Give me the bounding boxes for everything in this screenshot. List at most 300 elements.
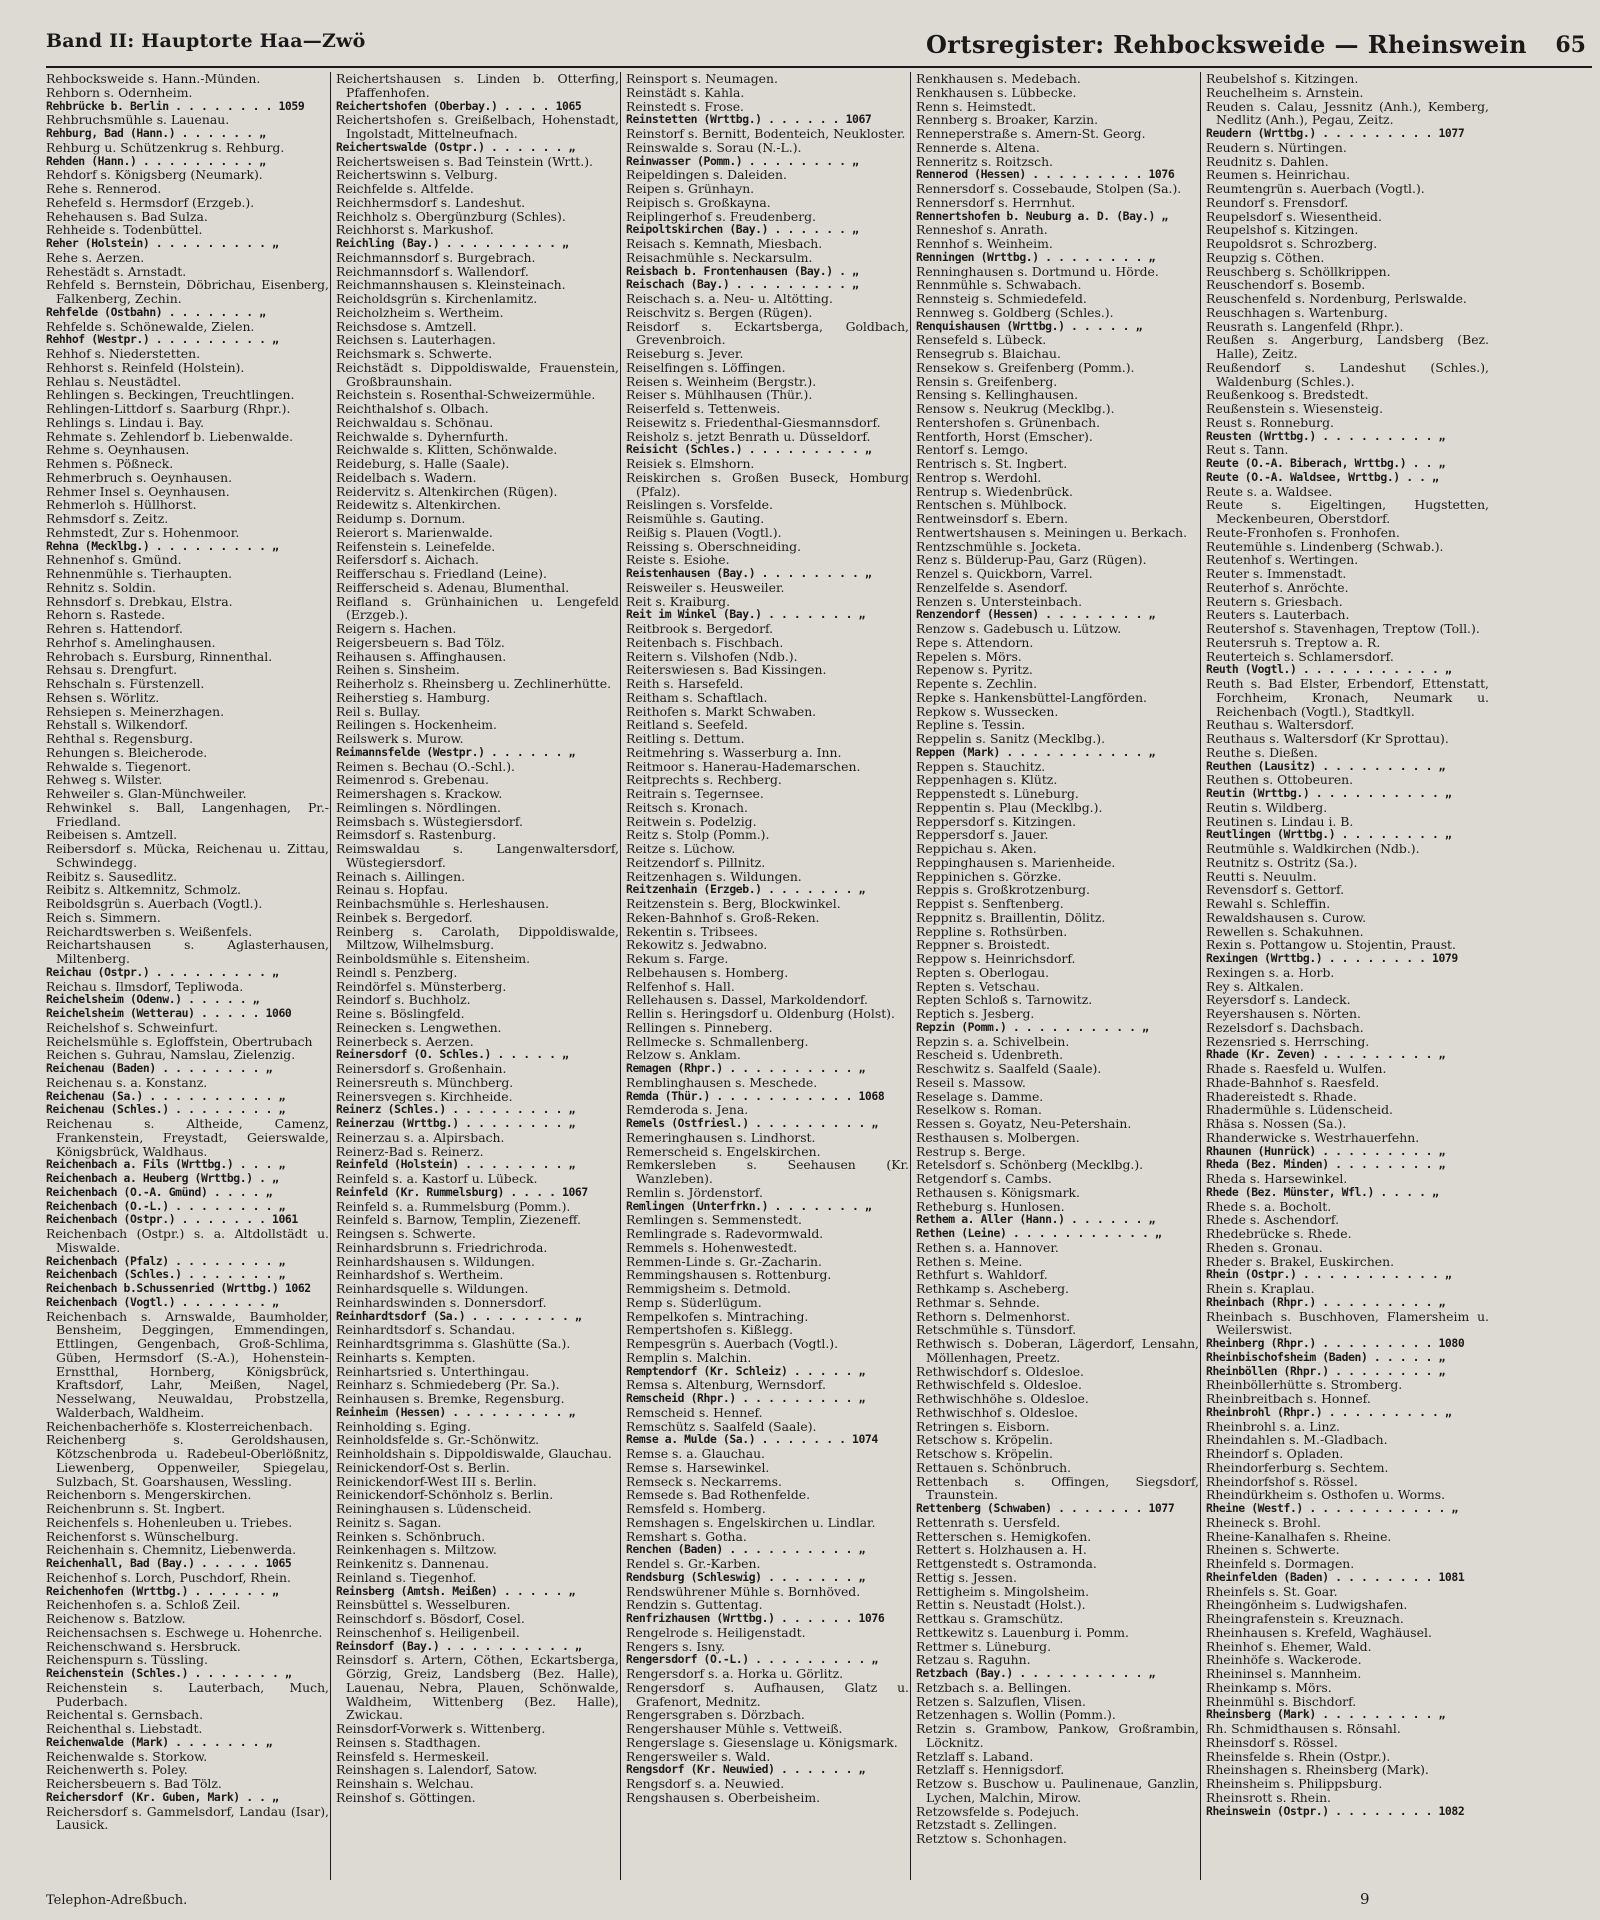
- place-entry: Reiskirchen s. Großen Buseck, Homburg (Pfalz).: [626, 469, 909, 499]
- place-entry: Renneperstraße s. Amern-St. Georg.: [916, 126, 1146, 141]
- place-entry: Rellehausen s. Dassel, Markoldendorf.: [626, 992, 868, 1008]
- place-entry: Rensefeld s. Lübeck.: [916, 332, 1047, 348]
- place-entry: Reingsen s. Schwerte.: [336, 1226, 476, 1241]
- place-entry: Rheinshagen s. Rheinsberg (Mark).: [1206, 1762, 1429, 1778]
- place-entry: Reichmannsdorf s. Wallendorf.: [336, 263, 529, 279]
- hauptort-entry: Remscheid (Rhpr.) . . . . . . . . . „: [626, 1391, 865, 1405]
- place-entry: Rengerslage s. Giesenslage u. Königsmark.: [626, 1734, 898, 1750]
- place-entry: Remse s. a. Glauchau.: [626, 1446, 765, 1461]
- place-entry: Reitern s. Vilshofen (Ndb.).: [626, 648, 798, 664]
- hauptort-entry: Reichelsheim (Wetterau) . . . . . 1060: [46, 1006, 292, 1020]
- place-entry: Reumtengrün s. Auerbach (Vogtl.).: [1206, 181, 1425, 196]
- place-entry: Reinschenhof s. Heiligenbeil.: [336, 1624, 520, 1640]
- place-entry: Rheinhof s. Ehemer, Wald.: [1206, 1638, 1372, 1654]
- place-entry: Rennmühle s. Schwabach.: [916, 277, 1082, 293]
- place-entry: Rheineck s. Brohl.: [1206, 1514, 1321, 1530]
- place-entry: Reuchelheim s. Arnstein.: [1206, 84, 1364, 100]
- place-entry: Reimen s. Bechau (O.-Schl.).: [336, 758, 515, 774]
- place-entry: Renkhausen s. Lübbecke.: [916, 84, 1077, 100]
- place-entry: Reinland s. Tiegenhof.: [336, 1569, 477, 1585]
- place-entry: Rehnenmühle s. Tierhaupten.: [46, 566, 233, 581]
- place-entry: Remlingrade s. Radevormwald.: [626, 1226, 824, 1241]
- place-entry: Reudern s. Nürtingen.: [1206, 139, 1347, 155]
- place-entry: Renn s. Heimstedt.: [916, 98, 1037, 114]
- place-entry: Reichenberg s. Geroldshausen, Kötzschenbroda u. Radebeul-Oberlößnitz, Liewenberg, Oppenweiler, Spiegelau, Sulzbach, St. Goarshausen, Wessling.: [46, 1432, 329, 1489]
- place-entry: Reichenhof s. Lorch, Puschdorf, Rhein.: [46, 1569, 291, 1585]
- place-entry: Reken-Bahnhof s. Groß-Reken.: [626, 909, 820, 925]
- place-entry: Reichertswinn s. Velburg.: [336, 167, 498, 183]
- place-entry: Reimsbach s. Wüstegiersdorf.: [336, 813, 523, 829]
- place-entry: Reichenau s. a. Konstanz.: [46, 1074, 208, 1090]
- place-entry: Rennersdorf s. Herrnhut.: [916, 194, 1076, 210]
- place-entry: Rheinböllerhütte s. Stromberg.: [1206, 1377, 1403, 1393]
- place-entry: Rheinkamp s. Mörs.: [1206, 1679, 1332, 1695]
- place-entry: Reuthe s. Dießen.: [1206, 744, 1318, 760]
- place-entry: Reichfelde s. Altfelde.: [336, 181, 474, 196]
- hauptort-entry: Rexingen (Wrttbg.) . . . . . . . . 1079: [1206, 951, 1458, 965]
- place-entry: Rettig s. Jessen.: [916, 1569, 1017, 1585]
- place-entry: Reichmannsdorf s. Burgebrach.: [336, 249, 536, 265]
- place-entry: Reitsch s. Kronach.: [626, 799, 748, 815]
- place-entry: Reppnitz s. Braillentin, Dölitz.: [916, 909, 1106, 925]
- place-entry: Reinfeld s. a. Rummelsburg (Pomm.).: [336, 1198, 571, 1214]
- place-entry: Repten s. Vetschau.: [916, 978, 1040, 994]
- hauptort-entry: Rennerod (Hessen) . . . . . . . . . 1076: [916, 167, 1175, 182]
- place-entry: Repkow s. Wussecken.: [916, 703, 1059, 719]
- place-entry: Reppichau s. Aken.: [916, 841, 1037, 856]
- place-entry: Rettkau s. Gramschütz.: [916, 1611, 1064, 1626]
- place-entry: Reutti s. Neuulm.: [1206, 868, 1317, 884]
- place-entry: Rentrup s. Wiedenbrück.: [916, 483, 1073, 499]
- place-entry: Reinhardshof s. Wertheim.: [336, 1267, 504, 1283]
- hauptort-entry: Reutin (Wrttbg.) . . . . . . . . . . „: [1206, 786, 1452, 800]
- hauptort-entry: Rheine (Westf.) . . . . . . . . . . . „: [1206, 1501, 1458, 1515]
- place-entry: Reumen s. Heinrichau.: [1206, 167, 1351, 183]
- place-entry: Rehnitz s. Soldin.: [46, 579, 156, 595]
- place-entry: Reuthen s. Ottobeuren.: [1206, 772, 1354, 788]
- place-entry: Reiterswiesen s. Bad Kissingen.: [626, 662, 827, 678]
- hauptort-entry: Reinersdorf (O. Schles.) . . . . . „: [336, 1047, 569, 1062]
- place-entry: Reinshain s. Welchau.: [336, 1776, 474, 1791]
- place-entry: Reußenkoog s. Bredstedt.: [1206, 387, 1369, 403]
- place-entry: Reuschberg s. Schöllkrippen.: [1206, 263, 1391, 279]
- place-entry: Reichwaldau s. Schönau.: [336, 414, 494, 430]
- place-entry: Reppersdorf s. Jauer.: [916, 827, 1049, 843]
- place-entry: Reußen s. Angerburg, Landsberg (Bez. Halle), Zeitz.: [1206, 332, 1489, 361]
- hauptort-entry: Reichenstein (Schles.) . . . . . . . „: [46, 1666, 292, 1680]
- place-entry: Rethwischdorf s. Oldesloe.: [916, 1363, 1084, 1379]
- place-entry: Reiserfeld s. Tettenweis.: [626, 401, 781, 416]
- hauptort-entry: Renchen (Baden) . . . . . . . . . . „: [626, 1542, 865, 1557]
- volume-title: Band II: Hauptorte Haa—Zwö: [46, 30, 366, 52]
- place-entry: Remlin s. Jördenstorf.: [626, 1184, 763, 1200]
- place-entry: Reiplingerhof s. Freudenberg.: [626, 208, 816, 224]
- hauptort-entry: Reichenbach (Vogtl.) . . . . . . . „: [46, 1294, 279, 1309]
- place-entry: Rehe s. Rennerod.: [46, 181, 162, 196]
- place-entry: Renzow s. Gadebusch u. Lützow.: [916, 621, 1122, 636]
- place-entry: Rensin s. Greifenberg.: [916, 373, 1058, 389]
- place-entry: Reselage s. Damme.: [916, 1088, 1044, 1104]
- place-entry: Rehlingen s. Beckingen, Treuchtlingen.: [46, 387, 295, 403]
- footer-signature: 9: [1360, 1890, 1370, 1908]
- place-entry: Rehfeld s. Bernstein, Döbrichau, Eisenberg, Falkenberg, Zechin.: [46, 277, 329, 306]
- hauptort-entry: Reichenbach (Schles.) . . . . . . . „: [46, 1267, 285, 1282]
- place-entry: Reinholdsfelde s. Gr.-Schönwitz.: [336, 1432, 540, 1448]
- index-column-1: [46, 72, 329, 1880]
- place-entry: Reinfeld s. Barnow, Templin, Ziezeneff.: [336, 1212, 581, 1228]
- place-entry: Rentschen s. Mühlbock.: [916, 497, 1067, 513]
- place-entry: Rheindorfshof s. Rössel.: [1206, 1473, 1358, 1489]
- place-entry: Reimsdorf s. Rastenburg.: [336, 827, 497, 843]
- place-entry: Rhäsa s. Nossen (Sa.).: [1206, 1116, 1347, 1131]
- place-entry: Rentrop s. Werdohl.: [916, 469, 1042, 485]
- hauptort-entry: Reher (Holstein) . . . . . . . . . „: [46, 236, 279, 250]
- place-entry: Reinhardshausen s. Wildungen.: [336, 1253, 535, 1269]
- place-entry: Repelen s. Mörs.: [916, 648, 1022, 664]
- hauptort-entry: Remagen (Rhpr.) . . . . . . . . . . „: [626, 1061, 865, 1075]
- hauptort-entry: Reuthen (Lausitz) . . . . . . . . . „: [1206, 758, 1445, 773]
- place-entry: Rengersgraben s. Dörzbach.: [626, 1707, 805, 1723]
- place-entry: Reidump s. Dornum.: [336, 511, 466, 526]
- place-entry: Reichenfels s. Hohenleuben u. Triebes.: [46, 1514, 293, 1530]
- place-entry: Reinhardswinden s. Donnersdorf.: [336, 1294, 547, 1310]
- place-entry: Rehorn s. Rastede.: [46, 607, 166, 623]
- place-entry: Reichenbrunn s. St. Ingbert.: [46, 1501, 226, 1516]
- page-number: 65: [1555, 32, 1586, 58]
- place-entry: Rengshausen s. Oberbeisheim.: [626, 1789, 821, 1805]
- place-entry: Relfenhof s. Hall.: [626, 978, 735, 994]
- place-entry: Repzin s. a. Schivelbein.: [916, 1033, 1070, 1049]
- place-entry: Reinhardtsgrimma s. Glashütte (Sa.).: [336, 1336, 571, 1351]
- index-column-5: [1206, 72, 1489, 1880]
- place-entry: Reichenhofen s. a. Schloß Zeil.: [46, 1597, 241, 1613]
- place-entry: Rhede s. a. Bocholt.: [1206, 1198, 1332, 1214]
- place-entry: Reitzenstein s. Berg, Blockwinkel.: [626, 896, 841, 911]
- place-entry: Rensegrub s. Blaichau.: [916, 346, 1061, 361]
- place-entry: Reinschdorf s. Bösdorf, Cosel.: [336, 1611, 525, 1626]
- place-entry: Reppentin s. Plau (Mecklbg.).: [916, 799, 1103, 815]
- place-entry: Reichenforst s. Wünschelburg.: [46, 1528, 239, 1544]
- place-entry: Rhade-Bahnhof s. Raesfeld.: [1206, 1074, 1380, 1090]
- hauptort-entry: Rhein (Ostpr.) . . . . . . . . . . . „: [1206, 1267, 1452, 1282]
- place-entry: Reifenstein s. Leinefelde.: [336, 538, 496, 554]
- place-entry: Reitze s. Lüchow.: [626, 841, 736, 856]
- place-entry: Remsfeld s. Homberg.: [626, 1501, 766, 1516]
- place-entry: Rensow s. Neukrug (Mecklbg.).: [916, 401, 1115, 416]
- place-entry: Reuschhagen s. Wartenburg.: [1206, 304, 1388, 320]
- place-entry: Rekowitz s. Jedwabno.: [626, 937, 768, 953]
- place-entry: Rehmsdorf s. Zeitz.: [46, 511, 169, 526]
- place-entry: Reichstädt s. Dippoldiswalde, Frauenstein, Großbraunshain.: [336, 359, 619, 389]
- place-entry: Reinbachsmühle s. Herleshausen.: [336, 896, 550, 911]
- place-entry: Rehnenhof s. Gmünd.: [46, 552, 182, 568]
- place-entry: Rheden s. Gronau.: [1206, 1239, 1323, 1255]
- place-entry: Reichenschwand s. Hersbruck.: [46, 1638, 241, 1654]
- place-entry: Retterschen s. Hemigkofen.: [916, 1528, 1092, 1544]
- place-entry: Remderoda s. Jena.: [626, 1102, 749, 1118]
- place-entry: Reinhausen s. Bremke, Regensburg.: [336, 1391, 565, 1406]
- place-entry: Reißig s. Plauen (Vogtl.).: [626, 524, 782, 540]
- place-entry: Renzelfelde s. Asendorf.: [916, 579, 1068, 595]
- place-entry: Rehme s. Oeynhausen.: [46, 442, 190, 458]
- place-entry: Reutemühle s. Lindenberg (Schwab.).: [1206, 538, 1444, 554]
- place-entry: Rexin s. Pottangow u. Stojentin, Praust.: [1206, 937, 1456, 953]
- place-entry: Rehmer Insel s. Oeynhausen.: [46, 483, 230, 499]
- place-entry: Reinswalde s. Sorau (N.-L.).: [626, 139, 802, 155]
- place-entry: Retzbach s. a. Bellingen.: [916, 1679, 1072, 1695]
- place-entry: Rehmerbruch s. Oeynhausen.: [46, 469, 233, 485]
- place-entry: Reusrath s. Langenfeld (Rhpr.).: [1206, 318, 1404, 334]
- place-entry: Rehburg u. Schützenkrug s. Rehburg.: [46, 139, 285, 155]
- hauptort-entry: Reichenwalde (Mark) . . . . . . . „: [46, 1734, 273, 1749]
- place-entry: Reichartshausen s. Aglasterhausen, Miltenberg.: [46, 937, 329, 966]
- place-entry: Reitz s. Stolp (Pomm.).: [626, 827, 770, 843]
- place-entry: Reiseburg s. Jever.: [626, 346, 744, 361]
- place-entry: Rehdorf s. Königsberg (Neumark).: [46, 167, 263, 183]
- place-entry: Rewellen s. Schakuhnen.: [1206, 923, 1364, 939]
- place-entry: Reipeldingen s. Daleiden.: [626, 167, 787, 183]
- place-entry: Reinstorf s. Bernitt, Bodenteich, Neukloster.: [626, 126, 906, 141]
- hauptort-entry: Rehhof (Westpr.) . . . . . . . . . „: [46, 332, 279, 347]
- place-entry: Reutern s. Griesbach.: [1206, 593, 1343, 609]
- place-entry: Rhein s. Kraplau.: [1206, 1281, 1315, 1296]
- index-column-3: [626, 72, 909, 1880]
- place-entry: Rensing s. Kellinghausen.: [916, 387, 1079, 403]
- place-entry: Rehweiler s. Glan-Münchweiler.: [46, 786, 247, 801]
- place-entry: Reichwalde s. Klitten, Schönwalde.: [336, 442, 558, 458]
- place-entry: Reichenau s. Altheide, Camenz, Frankenstein, Freystadt, Geierswalde, Königsbrück, Waldhaus.: [46, 1116, 329, 1159]
- place-entry: Rekentin s. Tribsees.: [626, 923, 758, 939]
- place-entry: Retzau s. Raguhn.: [916, 1652, 1031, 1668]
- place-entry: Rheinmühl s. Bischdorf.: [1206, 1693, 1357, 1709]
- hauptort-entry: Reit im Winkel (Bay.) . . . . . . . „: [626, 607, 865, 622]
- hauptort-entry: Reinstetten (Wrttbg.) . . . . . . 1067: [626, 112, 872, 127]
- place-entry: Rey s. Altkalen.: [1206, 978, 1304, 994]
- hauptort-entry: Reipoltskirchen (Bay.) . . . . . . „: [626, 222, 859, 237]
- place-entry: Reichenthal s. Liebstadt.: [46, 1721, 203, 1736]
- place-entry: Reisewitz s. Friedenthal-Giesmannsdorf.: [626, 414, 881, 430]
- place-entry: Renneritz s. Roitzsch.: [916, 153, 1053, 169]
- index-column-2: [336, 72, 619, 1880]
- place-entry: Remlingen s. Semmenstedt.: [626, 1212, 802, 1228]
- hauptort-entry: Rheda (Bez. Minden) . . . . . . . . „: [1206, 1157, 1445, 1172]
- place-entry: Rethorn s. Delmenhorst.: [916, 1308, 1071, 1324]
- place-entry: Reselkow s. Roman.: [916, 1102, 1042, 1118]
- place-entry: Repten Schloß s. Tarnowitz.: [916, 992, 1093, 1008]
- place-entry: Rennhof s. Weinheim.: [916, 236, 1053, 251]
- place-entry: Rettenrath s. Uersfeld.: [916, 1514, 1061, 1530]
- place-entry: Rheine-Kanalhafen s. Rheine.: [1206, 1528, 1392, 1544]
- place-entry: Rehbocksweide s. Hann.-Münden.: [46, 72, 261, 86]
- place-entry: Rethwischfeld s. Oldesloe.: [916, 1377, 1082, 1393]
- hauptort-entry: Rehfelde (Ostbahn) . . . . . . . „: [46, 304, 266, 319]
- place-entry: Retzen s. Salzuflen, Vlisen.: [916, 1693, 1086, 1709]
- place-entry: Remscheid s. Hennef.: [626, 1404, 763, 1420]
- place-entry: Reichen s. Guhrau, Namslau, Zielenzig.: [46, 1047, 296, 1063]
- place-entry: Reinken s. Schönbruch.: [336, 1528, 486, 1544]
- place-entry: Retztow s. Schonhagen.: [916, 1831, 1067, 1846]
- hauptort-entry: Rethem a. Aller (Hann.) . . . . . . „: [916, 1212, 1155, 1227]
- hauptort-entry: Remse a. Mulde (Sa.) . . . . . . . 1074: [626, 1432, 878, 1447]
- place-entry: Rehhof s. Niederstetten.: [46, 346, 201, 361]
- place-entry: Rehheide s. Todenbüttel.: [46, 222, 203, 238]
- place-entry: Rhanderwicke s. Westrhauerfehn.: [1206, 1129, 1420, 1145]
- place-entry: Renninghausen s. Dortmund u. Hörde.: [916, 263, 1159, 279]
- place-entry: Reichertsweisen s. Bad Teinstein (Wrtt.).: [336, 153, 593, 169]
- hauptort-entry: Renzendorf (Hessen) . . . . . . . . „: [916, 607, 1155, 622]
- place-entry: Reupoldsrot s. Schrozberg.: [1206, 236, 1378, 251]
- place-entry: Rentforth, Horst (Emscher).: [916, 428, 1093, 444]
- place-entry: Rennberg s. Broaker, Karzin.: [916, 112, 1099, 128]
- place-entry: Rekum s. Farge.: [626, 951, 729, 966]
- place-entry: Rehfelde s. Schönewalde, Zielen.: [46, 318, 255, 334]
- hauptort-entry: Reichling (Bay.) . . . . . . . . . „: [336, 236, 569, 250]
- place-entry: Reichwalde s. Dyhernfurth.: [336, 428, 509, 444]
- place-entry: Reichstein s. Rosenthal-Schweizermühle.: [336, 387, 596, 403]
- place-entry: Remsa s. Altenburg, Wernsdorf.: [626, 1377, 826, 1393]
- place-entry: Reichersdorf s. Gammelsdorf, Landau (Isar), Lausick.: [46, 1803, 329, 1833]
- place-entry: Rendzin s. Guttentag.: [626, 1597, 763, 1613]
- place-entry: Reichenwalde s. Storkow.: [46, 1748, 208, 1764]
- place-entry: Rheinbrohl s. a. Linz.: [1206, 1418, 1340, 1434]
- hauptort-entry: Rheinswein (Ostpr.) . . . . . . . . 1082: [1206, 1803, 1465, 1818]
- place-entry: Reichsen s. Lauterhagen.: [336, 332, 496, 348]
- place-entry: Rehnsdorf s. Drebkau, Elstra.: [46, 593, 233, 609]
- hauptort-entry: Rehbrücke b. Berlin . . . . . . . . 1059: [46, 98, 305, 113]
- place-entry: Reinsbüttel s. Wesselburen.: [336, 1597, 511, 1613]
- place-entry: Reupelshof s. Kitzingen.: [1206, 222, 1359, 238]
- hauptort-entry: Reinwasser (Pomm.) . . . . . . . . „: [626, 153, 859, 168]
- place-entry: Remerscheid s. Engelskirchen.: [626, 1143, 821, 1159]
- hauptort-entry: Reistenhausen (Bay.) . . . . . . . . „: [626, 566, 872, 580]
- place-entry: Rennersdorf s. Cossebaude, Stolpen (Sa.).: [916, 181, 1182, 196]
- place-entry: Reppinghausen s. Marienheide.: [916, 854, 1116, 870]
- place-entry: Rengers s. Isny.: [626, 1638, 725, 1654]
- place-entry: Reinach s. Aillingen.: [336, 868, 466, 884]
- place-entry: Repline s. Tessin.: [916, 717, 1026, 733]
- hauptort-entry: Rengersdorf (O.-L.) . . . . . . . . . „: [626, 1652, 878, 1667]
- place-entry: Rehmstedt, Zur s. Hohenmoor.: [46, 524, 240, 540]
- hauptort-entry: Rhede (Bez. Münster, Wfl.) . . . . „: [1206, 1184, 1439, 1199]
- place-entry: Reigersbeuern s. Bad Tölz.: [336, 634, 505, 650]
- place-entry: Remkersleben s. Seehausen (Kr. Wanzleben).: [626, 1157, 909, 1186]
- place-entry: Reisholz s. jetzt Benrath u. Düsseldorf.: [626, 428, 871, 444]
- place-entry: Reinsdorf s. Artern, Cöthen, Eckartsberga, Görzig, Greiz, Landsberg (Bez. Halle), Lauenau, Nebra, Plauen, Schönwalde, Waldheim, Wittenberg (Bez. Halle), Zwickau.: [336, 1652, 619, 1723]
- place-entry: Reitland s. Seefeld.: [626, 717, 748, 733]
- place-entry: Reipisch s. Großkayna.: [626, 194, 771, 210]
- place-entry: Rentwertshausen s. Meiningen u. Berkach.: [916, 524, 1188, 540]
- place-entry: Reibeisen s. Amtzell.: [46, 827, 178, 843]
- place-entry: Reith s. Harsefeld.: [626, 676, 744, 691]
- place-entry: Rehe s. Aerzen.: [46, 249, 145, 265]
- place-entry: Rethmar s. Sehnde.: [916, 1294, 1040, 1310]
- place-entry: Remseck s. Neckarrems.: [626, 1473, 782, 1489]
- place-entry: Reimenrod s. Grebenau.: [336, 772, 489, 788]
- place-entry: Retringen s. Eisborn.: [916, 1418, 1050, 1434]
- hauptort-entry: Reinhardtsdorf (Sa.) . . . . . . . . „: [336, 1308, 582, 1323]
- place-entry: Repe s. Attendorn.: [916, 634, 1034, 650]
- place-entry: Reitbrook s. Bergedorf.: [626, 621, 774, 636]
- place-entry: Reinersvegen s. Kirchheide.: [336, 1088, 513, 1104]
- place-entry: Rengershauser Mühle s. Vettweiß.: [626, 1721, 843, 1736]
- place-entry: Repenow s. Pyritz.: [916, 662, 1033, 678]
- hauptort-entry: Reichenau (Sa.) . . . . . . . . . . „: [46, 1088, 285, 1103]
- place-entry: Reichenow s. Batzlow.: [46, 1611, 186, 1626]
- place-entry: Reiherholz s. Rheinsberg u. Zechlinerhütte.: [336, 676, 612, 691]
- place-entry: Rentweinsdorf s. Ebern.: [916, 511, 1069, 526]
- place-entry: Rheinhöfe s. Wackerode.: [1206, 1652, 1362, 1668]
- place-entry: Reissing s. Oberschneiding.: [626, 538, 802, 554]
- place-entry: Remmen-Linde s. Gr.-Zacharin.: [626, 1253, 822, 1269]
- place-entry: Reinersdorf s. Großenhain.: [336, 1061, 507, 1076]
- place-entry: Reichelshof s. Schweinfurt.: [46, 1019, 219, 1035]
- hauptort-entry: Reinfeld (Holstein) . . . . . . . . „: [336, 1157, 575, 1172]
- place-entry: Remsede s. Bad Rothenfelde.: [626, 1487, 811, 1503]
- place-entry: Reinhardsbrunn s. Friedrichroda.: [336, 1239, 548, 1255]
- place-entry: Reislingen s. Vorsfelde.: [626, 497, 773, 513]
- hauptort-entry: Rendsburg (Schleswig) . . . . . . . „: [626, 1569, 865, 1584]
- place-entry: Reinerzau s. a. Alpirsbach.: [336, 1129, 505, 1145]
- hauptort-entry: Remptendorf (Kr. Schleiz) . . . . . „: [626, 1363, 865, 1378]
- place-entry: Reuters s. Lauterbach.: [1206, 607, 1350, 623]
- place-entry: Reilswerk s. Murow.: [336, 731, 464, 746]
- place-entry: Reiste s. Esiohe.: [626, 552, 730, 568]
- place-entry: Reinbek s. Bergedorf.: [336, 909, 473, 925]
- hauptort-entry: Reudern (Wrttbg.) . . . . . . . . . 1077: [1206, 126, 1465, 140]
- place-entry: Rheinfeld s. Dormagen.: [1206, 1556, 1355, 1571]
- place-entry: Reitmehring s. Wasserburg a. Inn.: [626, 744, 842, 760]
- place-entry: Rehlings s. Lindau i. Bay.: [46, 414, 205, 430]
- place-entry: Reich s. Simmern.: [46, 909, 161, 925]
- index-columns: [46, 72, 1592, 1880]
- hauptort-entry: Reimannsfelde (Westpr.) . . . . . . „: [336, 744, 575, 759]
- place-entry: Reichertshausen s. Linden b. Otterfing, Pfaffenhofen.: [336, 72, 619, 100]
- place-entry: Rehsen s. Wörlitz.: [46, 689, 160, 705]
- place-entry: Rehhorst s. Reinfeld (Holstein).: [46, 359, 245, 375]
- place-entry: Reinickendorf-Schönholz s. Berlin.: [336, 1487, 554, 1503]
- place-entry: Reichsdose s. Amtzell.: [336, 318, 477, 334]
- place-entry: Rheininsel s. Mannheim.: [1206, 1666, 1362, 1681]
- place-entry: Reifferscheid s. Adenau, Blumenthal.: [336, 579, 570, 595]
- place-entry: Reichthalshof s. Olbach.: [336, 401, 489, 416]
- place-entry: Rehmen s. Pößneck.: [46, 456, 174, 471]
- hauptort-entry: Reichau (Ostpr.) . . . . . . . . . „: [46, 964, 279, 979]
- place-entry: Reuthaus s. Waltersdorf (Kr Sprottau).: [1206, 731, 1449, 746]
- place-entry: Reine s. Böslingfeld.: [336, 1006, 465, 1021]
- hauptort-entry: Rhaunen (Hunrück) . . . . . . . . . „: [1206, 1143, 1445, 1158]
- place-entry: Reidelbach s. Wadern.: [336, 469, 477, 485]
- hauptort-entry: Reinerz (Schles.) . . . . . . . . . „: [336, 1102, 575, 1117]
- place-entry: Rendel s. Gr.-Karben.: [626, 1556, 761, 1571]
- place-entry: Reinhardtsdorf s. Schandau.: [336, 1322, 516, 1338]
- place-entry: Rehungen s. Bleicherode.: [46, 744, 208, 760]
- place-entry: Rheindorf s. Opladen.: [1206, 1446, 1344, 1461]
- place-entry: Reuden s. Calau, Jessnitz (Anh.), Kemberg, Nedlitz (Anh.), Pegau, Zeitz.: [1206, 98, 1489, 128]
- place-entry: Reinkenhagen s. Miltzow.: [336, 1542, 497, 1558]
- place-entry: Reuterhof s. Anröchte.: [1206, 579, 1349, 595]
- place-entry: Rethkamp s. Ascheberg.: [916, 1281, 1069, 1296]
- place-entry: Reithofen s. Markt Schwaben.: [626, 703, 817, 719]
- place-entry: Reuter s. Immenstadt.: [1206, 566, 1347, 581]
- place-entry: Retzlaff s. Laband.: [916, 1748, 1034, 1764]
- place-entry: Ressen s. Goyatz, Neu-Petershain.: [916, 1116, 1132, 1131]
- page-header: [46, 30, 1586, 64]
- place-entry: Reschwitz s. Saalfeld (Saale).: [916, 1061, 1102, 1076]
- place-entry: Reppist s. Senftenberg.: [916, 896, 1064, 911]
- place-entry: Rehsau s. Drengfurt.: [46, 662, 178, 678]
- place-entry: Resthausen s. Molbergen.: [916, 1129, 1080, 1145]
- hauptort-entry: Reinsdorf (Bay.) . . . . . . . . . . „: [336, 1638, 582, 1653]
